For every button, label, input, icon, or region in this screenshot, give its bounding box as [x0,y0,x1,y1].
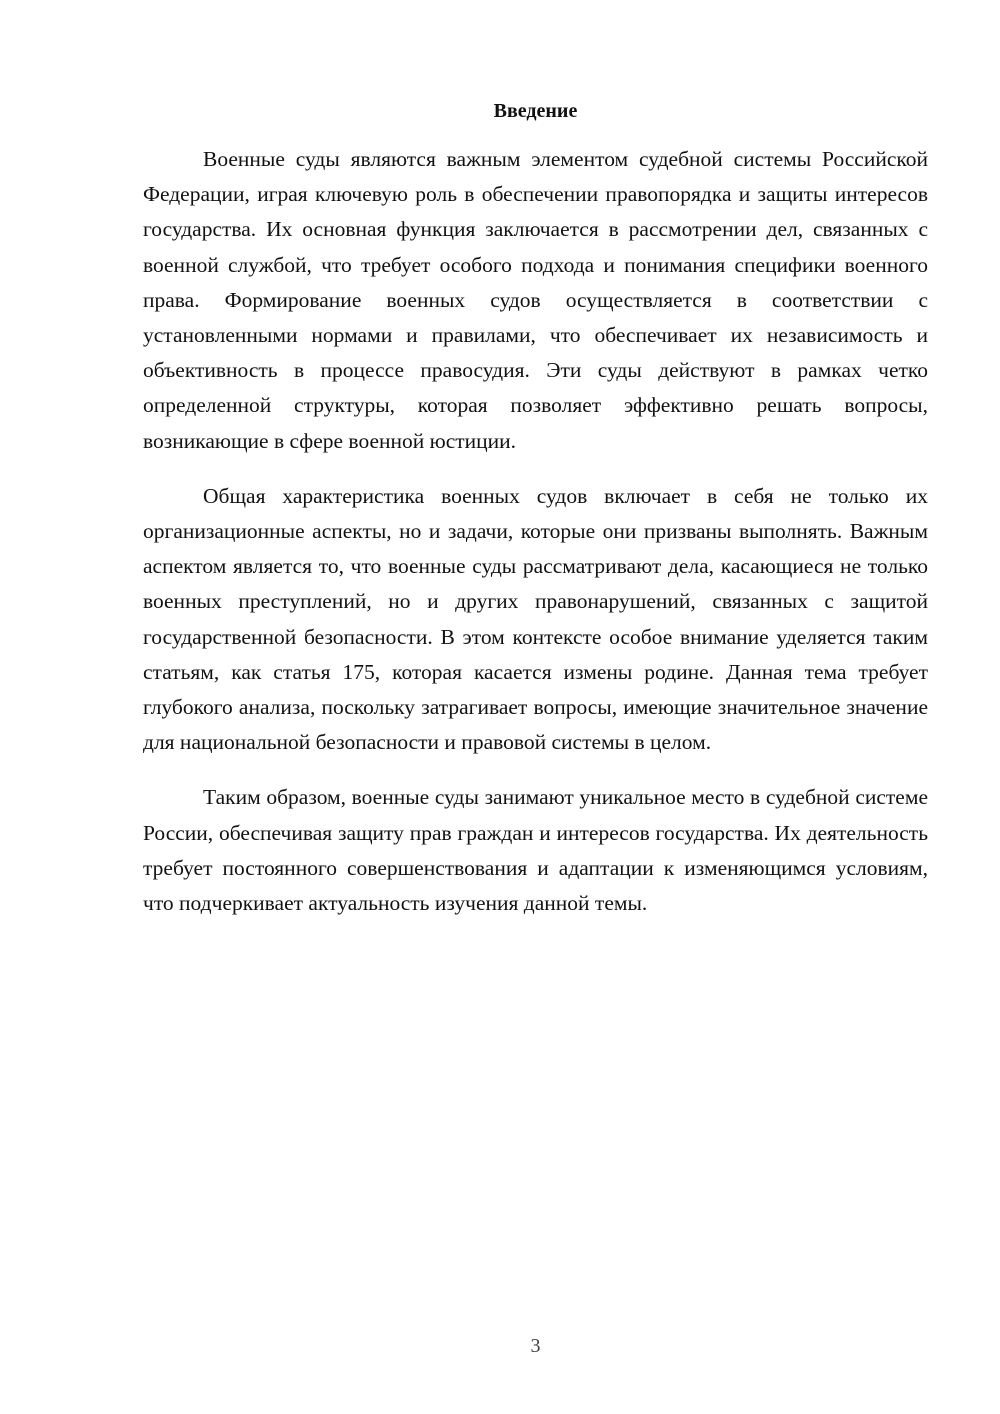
paragraph-1: Военные суды являются важным элементом судебной системы Российской Федерации, играя ключевую роль в обеспечении правопорядка и защиты интересов государства. Их основная функция заключается в рассмотрении дел, связанных с военной службой, что требует особого подхода и понимания специфики военного права. Формирование военных судов осуществляется в соответствии с установленными нормами и правилами, что обеспечивает их независимость и объективность в процессе правосудия. Эти суды действуют в рамках четко определенной структуры, которая позволяет эффективно решать вопросы, возникающие в сфере военной юстиции. [143,147,928,453]
body-text [143,142,928,941]
section-heading: Введение [493,100,578,122]
page-number: 3 [530,1335,541,1357]
paragraph-3: Таким образом, военные суды занимают уникальное место в судебной системе России, обеспечивая защиту прав граждан и интересов государства. Их деятельность требует постоянного совершенствования и адаптации к изменяющимся условиям, что подчеркивает актуальность изучения данной темы. [143,785,928,916]
paragraph-2: Общая характеристика военных судов включает в себя не только их организационные аспекты, но и задачи, которые они призваны выполнять. Важным аспектом является то, что военные суды рассматривают дела, касающиеся не только военных преступлений, но и других правонарушений, связанных с защитой государственной безопасности. В этом контексте особое внимание уделяется таким статьям, как статья 175, которая касается измены родине. Данная тема требует глубокого анализа, поскольку затрагивает вопросы, имеющие значительное значение для национальной безопасности и правовой системы в целом. [143,483,928,755]
